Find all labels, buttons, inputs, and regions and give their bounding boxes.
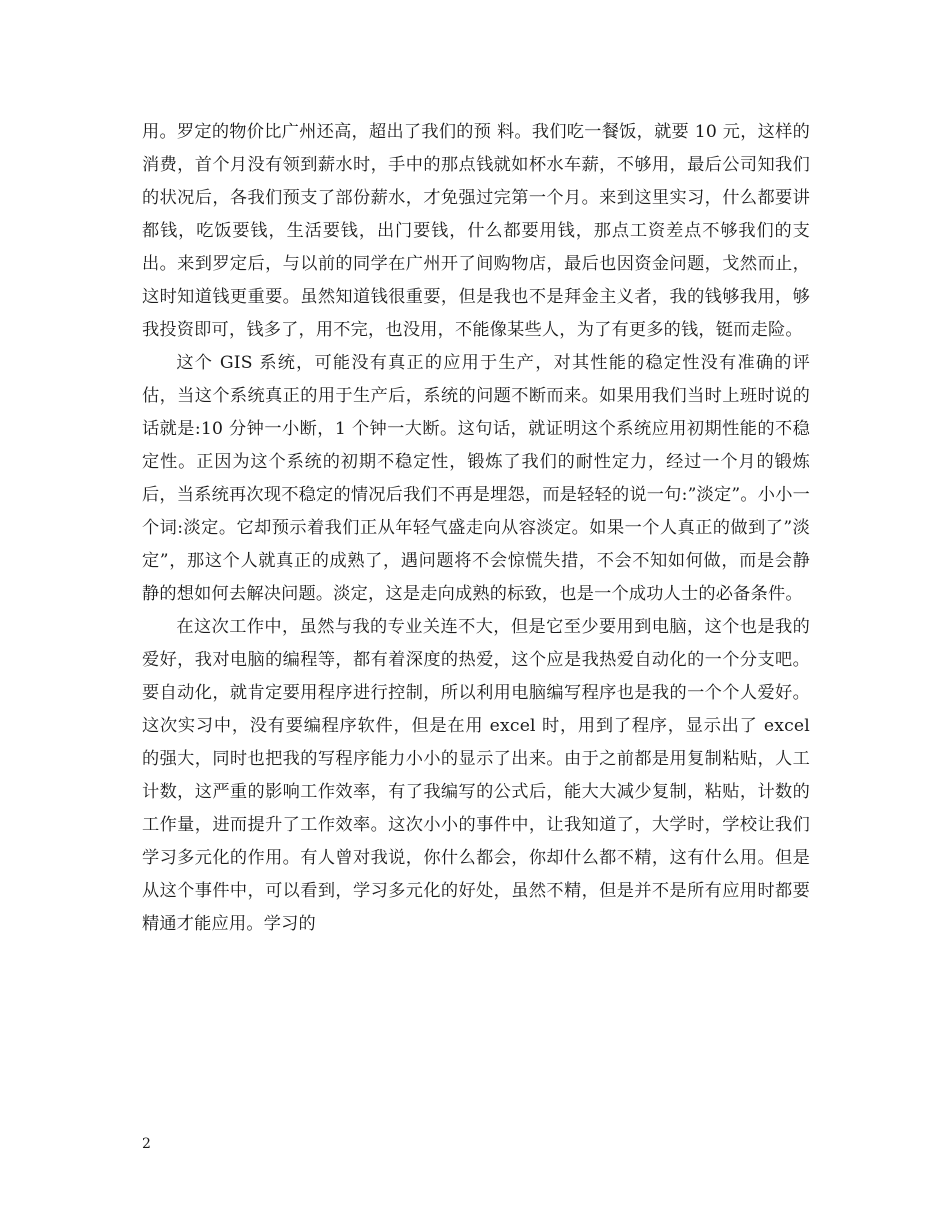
paragraph-1: 用。罗定的物价比广州还高，超出了我们的预 料。我们吃一餐饭，就要 10 元，这样的消费，首个月没有领到薪水时，手中的那点钱就如杯水车薪，不够用，最后公司知我们的状况后，各我们预支了部份薪水，才免强过完第一个月。来到这里实习，什么都要讲都钱，吃饭要钱，生活要钱，出门要钱，什么都要用钱，那点工资差点不够我们的支出。来到罗定后，与以前的同学在广州开了间购物店，最后也因资金问题，戈然而止，这时知道钱更重要。虽然知道钱很重要，但是我也不是拜金主义者，我的钱够我用，够我投资即可，钱多了，用不完，也没用，不能像某些人，为了有更多的钱，铤而走险。 <box>142 122 810 340</box>
body-text <box>142 116 810 941</box>
page-number: 2 <box>142 1136 151 1152</box>
paragraph-3: 在这次工作中，虽然与我的专业关连不大，但是它至少要用到电脑，这个也是我的爱好，我对电脑的编程等，都有着深度的热爱，这个应是我热爱自动化的一个分支吧。要自动化，就肯定要用程序进行控制，所以利用电脑编写程序也是我的一个个人爱好。这次实习中，没有要编程序软件，但是在用 excel 时，用到了程序，显示出了 excel 的强大，同时也把我的写程序能力小小的显示了出来。由于之前都是用复制粘贴，人工计数，这严重的影响工作效率，有了我编写的公式后，能大大减少复制，粘贴，计数的工作量，进而提升了工作效率。这次小小的事件中，让我知道了，大学时，学校让我们学习多元化的作用。有人曾对我说，你什么都会，你却什么都不精，这有什么用。但是从这个事件中，可以看到，学习多元化的好处，虽然不精，但是并不是所有应用时都要精通才能应用。学习的 <box>142 617 810 934</box>
paragraph-2: 这个 GIS 系统，可能没有真正的应用于生产，对其性能的稳定性没有准确的评估，当这个系统真正的用于生产后，系统的问题不断而来。如果用我们当时上班时说的话就是:10 分钟一小断，1 个钟一大断。这句话，就证明这个系统应用初期性能的不稳定性。正因为这个系统的初期不稳定性，锻炼了我们的耐性定力，经过一个月的锻炼后，当系统再次现不稳定的情况后我们不再是埋怨，而是轻轻的说一句:”淡定”。小小一个词:淡定。它却预示着我们正从年轻气盛走向从容淡定。如果一个人真正的做到了”淡定”，那这个人就真正的成熟了，遇问题将不会惊慌失措，不会不知如何做，而是会静静的想如何去解决问题。淡定，这是走向成熟的标致，也是一个成功人士的必备条件。 <box>142 353 810 604</box>
